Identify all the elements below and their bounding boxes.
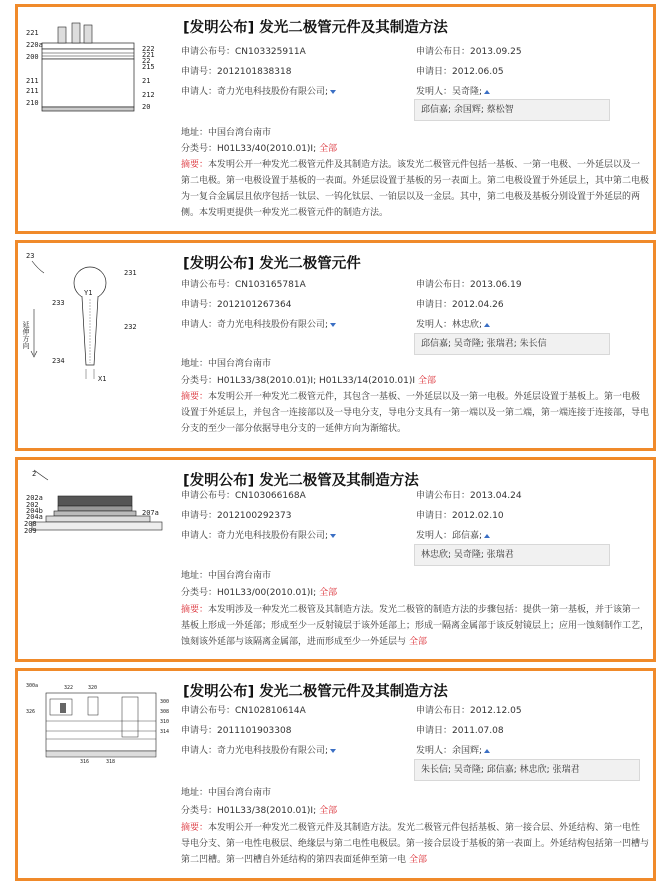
- classification-field: [181, 143, 337, 155]
- figure-label: 204b: [26, 507, 43, 515]
- app-date-field: [416, 299, 504, 311]
- figure-label: 211: [26, 87, 39, 95]
- app-date-value: 2011.07.08: [452, 726, 504, 736]
- pub-date-value: 2013.06.19: [470, 280, 522, 290]
- figure-label: 300: [160, 699, 170, 705]
- address-value: 中国台湾台南市: [208, 571, 272, 581]
- pub-date-value: 2012.12.05: [470, 706, 522, 716]
- all-link[interactable]: 全部: [409, 855, 428, 865]
- classification-value: H01L33/38(2010.01)I;: [217, 806, 317, 816]
- abstract-label: 摘要：: [181, 605, 209, 615]
- abstract-text: 本发明涉及一种发光二极管及其制造方法。发光二极管的制造方法的步骤包括：提供一第一基板，并于该第一基板上形成一外延部；形成至少一反射镜层于该外延部上；形成一隔离金属部于该反射镜层上；应用一蚀刻制作工艺，蚀刻该外延部与该隔离金属部，进而形成至少一外延层与: [181, 605, 650, 647]
- app-no-label: 申请号：: [181, 511, 218, 521]
- figure-label: 308: [160, 709, 170, 715]
- pub-no-label: 申请公布号：: [181, 280, 236, 290]
- chevron-down-icon[interactable]: [330, 749, 336, 753]
- patent-card: [15, 240, 656, 451]
- patent-figure: [24, 249, 172, 439]
- pub-no-value: CN102810614A: [235, 706, 306, 716]
- patent-card: [15, 457, 656, 662]
- address-label: 地址：: [181, 788, 209, 798]
- applicant-label: 申请人：: [181, 531, 218, 541]
- figure-label: 210: [26, 99, 39, 107]
- figure-label: 221: [26, 29, 39, 37]
- patent-card: [15, 4, 656, 234]
- chevron-down-icon[interactable]: [330, 534, 336, 538]
- inventor-field[interactable]: [416, 745, 490, 757]
- app-no-label: 申请号：: [181, 67, 218, 77]
- figure-label: 310: [160, 719, 170, 725]
- app-no-field: [181, 299, 291, 311]
- app-no-label: 申请号：: [181, 300, 218, 310]
- all-link[interactable]: 全部: [418, 376, 437, 386]
- address-value: 中国台湾台南市: [208, 788, 272, 798]
- figure-label: 209: [24, 527, 37, 535]
- applicant-value[interactable]: 奇力光电科技股份有限公司;: [217, 746, 329, 756]
- inventor-label: 发明人：: [416, 320, 453, 330]
- chevron-down-icon[interactable]: [330, 90, 336, 94]
- figure-label: 23: [26, 252, 35, 260]
- patent-card: [15, 668, 656, 881]
- patent-drawing: [24, 466, 172, 566]
- pub-no-label: 申请公布号：: [181, 706, 236, 716]
- chevron-up-icon[interactable]: [484, 90, 490, 94]
- all-link[interactable]: 全部: [319, 806, 338, 816]
- app-date-label: 申请日：: [416, 511, 453, 521]
- abstract-label: 摘要：: [181, 392, 209, 402]
- applicant-field[interactable]: [181, 319, 336, 331]
- app-date-field: [416, 725, 504, 737]
- figure-label: 延伸方向: [22, 321, 30, 349]
- classification-value: H01L33/40(2010.01)I;: [217, 144, 317, 154]
- inventors-expanded: 林忠欣; 吴奇隆; 张瑞君: [414, 544, 610, 566]
- figure-label: 316: [80, 759, 90, 765]
- patent-drawing: [24, 13, 172, 113]
- figure-label: 221: [142, 51, 155, 59]
- applicant-value[interactable]: 奇力光电科技股份有限公司;: [217, 320, 329, 330]
- applicant-value[interactable]: 奇力光电科技股份有限公司;: [217, 87, 329, 97]
- figure-label: 320: [88, 685, 98, 691]
- pub-no-field: [181, 490, 306, 502]
- app-no-value: 2012101838318: [217, 67, 292, 77]
- abstract: [181, 820, 649, 868]
- chevron-down-icon[interactable]: [330, 323, 336, 327]
- app-date-field: [416, 510, 504, 522]
- figure-label: X1: [98, 375, 107, 383]
- all-link[interactable]: 全部: [409, 637, 428, 647]
- address-label: 地址：: [181, 359, 209, 369]
- inventors-expanded: 邱信嘉; 余国辉; 蔡松智: [414, 99, 610, 121]
- figure-label: 21: [142, 77, 151, 85]
- app-no-value: 2012101267364: [217, 300, 292, 310]
- figure-label: 233: [52, 299, 65, 307]
- inventor-label: 发明人：: [416, 531, 453, 541]
- app-no-field: [181, 725, 291, 737]
- pub-date-label: 申请公布日：: [416, 491, 471, 501]
- pub-no-value: CN103165781A: [235, 280, 306, 290]
- abstract-label: 摘要：: [181, 160, 209, 170]
- pub-date-label: 申请公布日：: [416, 706, 471, 716]
- figure-label: 222: [142, 45, 155, 53]
- pub-no-field: [181, 46, 306, 58]
- address-value: 中国台湾台南市: [208, 128, 272, 138]
- inventor-label: 发明人：: [416, 746, 453, 756]
- inventor-field[interactable]: [416, 319, 490, 331]
- all-link[interactable]: 全部: [319, 144, 338, 154]
- app-date-value: 2012.02.10: [452, 511, 504, 521]
- abstract: [181, 157, 649, 221]
- app-date-label: 申请日：: [416, 726, 453, 736]
- figure-label: 207a: [142, 509, 159, 517]
- classification-field: [181, 375, 436, 387]
- applicant-field[interactable]: [181, 86, 336, 98]
- inventors-expanded: 邱信嘉; 吴奇隆; 张瑞君; 朱长信: [414, 333, 610, 355]
- patent-figure: [24, 466, 172, 566]
- patent-title[interactable]: [发明公布] 发光二极管元件: [183, 256, 361, 272]
- abstract-text: 本发明公开一种发光二极管元件及其制造方法。发光二极管元件包括基板、第一接合层、外延结构、第一电性导电分支、第一电性电极层、绝缘层与第二电性电极层。第一接合层设于基板的第一表面上。外延结构包括第一凹槽与第二凹槽。第一凹槽自外延结构的第四表面延伸至第一电: [181, 823, 650, 865]
- inventor-value[interactable]: 余国辉;: [452, 746, 483, 756]
- pub-date-label: 申请公布日：: [416, 47, 471, 57]
- pub-date-field: [416, 46, 522, 58]
- pub-no-label: 申请公布号：: [181, 491, 236, 501]
- address-field: [181, 127, 271, 139]
- classification-value: H01L33/00(2010.01)I;: [217, 588, 317, 598]
- figure-label: 314: [160, 729, 170, 735]
- inventor-value[interactable]: 吴奇隆;: [452, 87, 483, 97]
- classification-label: 分类号：: [181, 376, 218, 386]
- pub-date-field: [416, 705, 522, 717]
- chevron-up-icon[interactable]: [484, 323, 490, 327]
- address-value: 中国台湾台南市: [208, 359, 272, 369]
- figure-label: 300a: [26, 683, 39, 689]
- app-no-label: 申请号：: [181, 726, 218, 736]
- chevron-up-icon[interactable]: [484, 749, 490, 753]
- figure-label: 204a: [26, 513, 43, 521]
- abstract: [181, 602, 649, 650]
- figure-label: 2: [32, 470, 37, 478]
- figure-label: 200: [26, 53, 39, 61]
- figure-label: 232: [124, 323, 137, 331]
- classification-field: [181, 805, 337, 817]
- inventors-expanded: 朱长信; 吴奇隆; 邱信嘉; 林忠欣; 张瑞君: [414, 759, 640, 781]
- app-date-value: 2012.06.05: [452, 67, 504, 77]
- pub-date-value: 2013.04.24: [470, 491, 522, 501]
- figure-label: 211: [26, 77, 39, 85]
- app-date-value: 2012.04.26: [452, 300, 504, 310]
- classification-label: 分类号：: [181, 588, 218, 598]
- figure-label: Y1: [84, 289, 93, 297]
- figure-label: 322: [64, 685, 74, 691]
- figure-label: 231: [124, 269, 137, 277]
- app-no-field: [181, 66, 291, 78]
- address-field: [181, 358, 271, 370]
- pub-date-label: 申请公布日：: [416, 280, 471, 290]
- applicant-field[interactable]: [181, 530, 336, 542]
- abstract-text: 本发明公开一种发光二极管元件，其包含一基板、一外延层以及一第一电极。外延层设置于基板上。第一电极设置于外延层上，并包含一连接部以及一导电分支，导电分支具有一第一端以及一第二端，第一端连接于连接部，导电分支的至少一部分依据导电分支的一延伸方向为渐缩状。: [181, 392, 650, 434]
- chevron-up-icon[interactable]: [484, 534, 490, 538]
- applicant-label: 申请人：: [181, 320, 218, 330]
- figure-label: 318: [106, 759, 116, 765]
- patent-drawing: [24, 677, 172, 777]
- figure-label: 202: [26, 501, 39, 509]
- figure-label: 234: [52, 357, 65, 365]
- patent-title[interactable]: [发明公布] 发光二极管及其制造方法: [183, 473, 419, 489]
- inventor-value[interactable]: 邱信嘉;: [452, 531, 483, 541]
- applicant-label: 申请人：: [181, 746, 218, 756]
- pub-date-field: [416, 279, 522, 291]
- pub-no-value: CN103066168A: [235, 491, 306, 501]
- abstract-text: 本发明公开一种发光二极管元件及其制造方法。该发光二极管元件包括一基板、一第一电极、一外延层以及一第二电极。第一电极设置于基板的一表面。外延层设置于基板的另一表面上。第二电极设置于外延层上，其中第二电极为一复合金属层且依序包括一钛层、一钨化钛层、一铂层以及一金层。其中，第二电极及基板分别设置于外延层的两侧。本发明更提供一种发光二极管元件的制造方法。: [181, 160, 650, 218]
- app-date-field: [416, 66, 504, 78]
- classification-label: 分类号：: [181, 806, 218, 816]
- app-no-field: [181, 510, 291, 522]
- patent-title[interactable]: [发明公布] 发光二极管元件及其制造方法: [183, 20, 448, 36]
- classification-field: [181, 587, 337, 599]
- patent-title[interactable]: [发明公布] 发光二极管元件及其制造方法: [183, 684, 448, 700]
- classification-value: H01L33/38(2010.01)I; H01L33/14(2010.01)I: [217, 376, 416, 386]
- abstract: [181, 389, 649, 437]
- abstract-label: 摘要：: [181, 823, 209, 833]
- pub-no-field: [181, 705, 306, 717]
- figure-label: 208: [24, 520, 37, 528]
- inventor-field[interactable]: [416, 86, 490, 98]
- all-link[interactable]: 全部: [319, 588, 338, 598]
- pub-no-field: [181, 279, 306, 291]
- pub-date-field: [416, 490, 522, 502]
- figure-label: 215: [142, 63, 155, 71]
- pub-date-value: 2013.09.25: [470, 47, 522, 57]
- patent-drawing: [24, 249, 172, 439]
- inventor-label: 发明人：: [416, 87, 453, 97]
- figure-label: 212: [142, 91, 155, 99]
- patent-figure: [24, 677, 172, 777]
- address-field: [181, 570, 271, 582]
- app-no-value: 2012100292373: [217, 511, 292, 521]
- address-field: [181, 787, 271, 799]
- app-no-value: 2011101903308: [217, 726, 292, 736]
- figure-label: 20: [142, 103, 151, 111]
- inventor-value[interactable]: 林忠欣;: [452, 320, 483, 330]
- applicant-value[interactable]: 奇力光电科技股份有限公司;: [217, 531, 329, 541]
- applicant-label: 申请人：: [181, 87, 218, 97]
- classification-label: 分类号：: [181, 144, 218, 154]
- inventor-field[interactable]: [416, 530, 490, 542]
- pub-no-label: 申请公布号：: [181, 47, 236, 57]
- figure-label: 326: [26, 709, 36, 715]
- address-label: 地址：: [181, 571, 209, 581]
- figure-label: 220a: [26, 41, 43, 49]
- figure-label: 202a: [26, 494, 43, 502]
- pub-no-value: CN103325911A: [235, 47, 306, 57]
- app-date-label: 申请日：: [416, 300, 453, 310]
- applicant-field[interactable]: [181, 745, 336, 757]
- address-label: 地址：: [181, 128, 209, 138]
- patent-figure: [24, 13, 172, 113]
- figure-label: 22: [142, 57, 151, 65]
- app-date-label: 申请日：: [416, 67, 453, 77]
